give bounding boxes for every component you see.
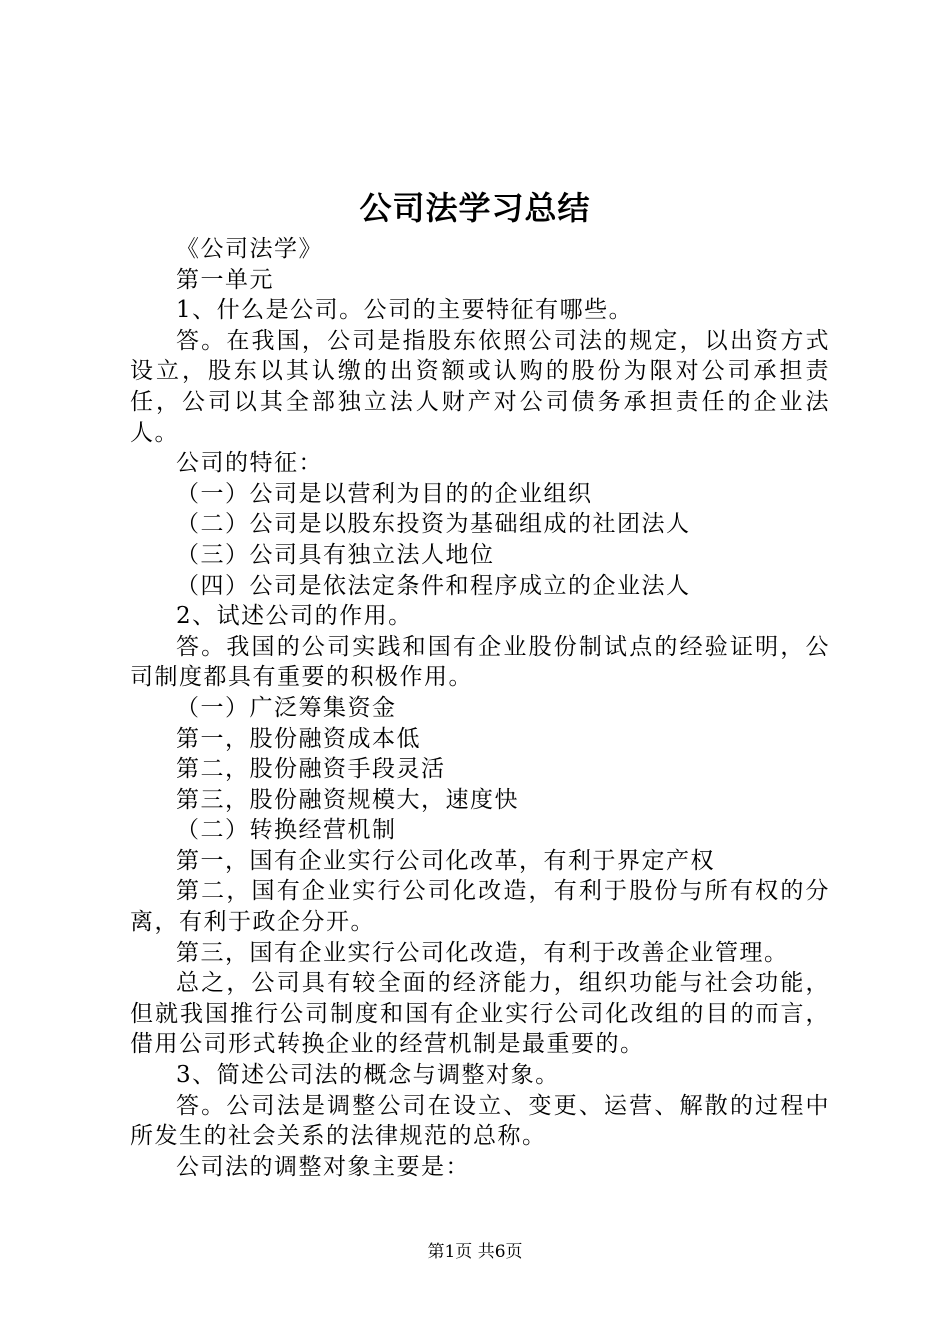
paragraph: 第三，股份融资规模大，速度快 [176, 786, 519, 813]
paragraph: （二）转换经营机制 [176, 817, 397, 844]
paragraph: 3、简述公司法的概念与调整对象。 [176, 1062, 560, 1089]
paragraph: 2、试述公司的作用。 [176, 603, 413, 630]
paragraph: （三）公司具有独立法人地位 [176, 541, 495, 568]
paragraph: 第一，国有企业实行公司化改革，有利于界定产权 [176, 847, 715, 874]
paragraph: 公司的特征： [176, 450, 323, 477]
paragraph: 总之，公司具有较全面的经济能力，组织功能与社会功能，但就我国推行公司制度和国有企业实行公司化改组的目的而言，借用公司形式转换企业的经营机制是最重要的。 [130, 970, 830, 1058]
document-body [130, 234, 830, 1182]
document-title: 公司法学习总结 [359, 189, 591, 227]
paragraph: 第三，国有企业实行公司化改造，有利于改善企业管理。 [176, 939, 789, 966]
paragraph: 第二，股份融资手段灵活 [176, 756, 446, 783]
paragraph: 答。在我国，公司是指股东依照公司法的规定，以出资方式设立，股东以其认缴的出资额或认购的股份为限对公司承担责任，公司以其全部独立法人财产对公司债务承担责任的企业法人。 [130, 327, 830, 446]
paragraph: （二）公司是以股东投资为基础组成的社团法人 [176, 511, 691, 538]
paragraph: 答。公司法是调整公司在设立、变更、运营、解散的过程中所发生的社会关系的法律规范的总称。 [130, 1092, 830, 1150]
paragraph: 答。我国的公司实践和国有企业股份制试点的经验证明，公司制度都具有重要的积极作用。 [130, 633, 830, 691]
paragraph: 公司法的调整对象主要是： [176, 1153, 470, 1180]
paragraph: 第二，国有企业实行公司化改造，有利于股份与所有权的分离，有利于政企分开。 [130, 878, 830, 936]
paragraph: （四）公司是依法定条件和程序成立的企业法人 [176, 572, 691, 599]
page-footer: 第1页 共6页 [427, 1242, 523, 1262]
paragraph: 第一单元 [176, 266, 274, 293]
paragraph: 《公司法学》 [176, 236, 323, 262]
paragraph: （一）广泛筹集资金 [176, 694, 397, 721]
paragraph: （一）公司是以营利为目的的企业组织 [176, 480, 593, 507]
paragraph: 1、什么是公司。公司的主要特征有哪些。 [176, 297, 634, 324]
paragraph: 第一，股份融资成本低 [176, 725, 421, 752]
